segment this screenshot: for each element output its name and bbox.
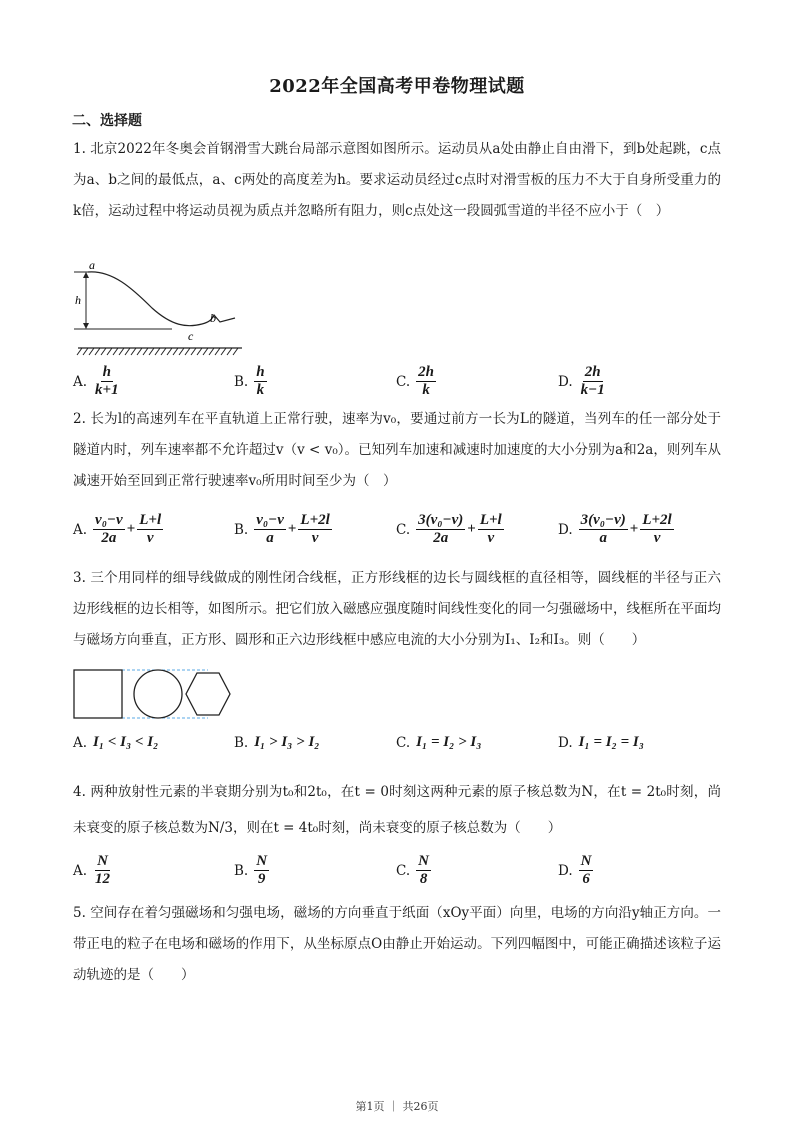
label-b: b [210,311,216,325]
q2-option-b[interactable]: B. $\frac{\text{v₀−v}}{a}$ + $\frac{L+2l}{v}$ [234,512,330,546]
q2-option-a[interactable]: A. $\frac{\text{v₀−v}}{2a}$ + $\frac{L+l}{v}$ [73,512,162,546]
question-5-text: 5. 空间存在着匀强磁场和匀强电场，磁场的方向垂直于纸面（xOy平面）向里，电场的方向沿y轴正方向。一带正电的粒子在电场和磁场的作用下，从坐标原点O由静止开始运动。下列四幅图中，可能正确描述该粒子运动轨迹的是（ ） [73,905,721,983]
square-loop [74,670,122,718]
q4-option-b[interactable]: B. $\frac{N}{9}$ [234,853,268,887]
question-2-text: 2. 长为l的高速列车在平直轨道上正常行驶，速率为v₀，要通过前方一长为L的隧道，当列车的任一部分处于隧道内时，列车速率都不允许超过v（v < v₀）。已知列车加速和减速时加速度的大小分别为a和2a，则列车从减速开始至回到正常行驶速率v₀所用时间至少为（ ） [73,411,721,489]
ski-jump-figure [72,258,248,358]
label-a: a [89,258,95,272]
q1-option-d[interactable]: D. $\frac{2h}{k-1}$ [558,364,605,398]
q4-option-a[interactable]: A. $\frac{N}{12}$ [73,853,111,887]
wire-loops-figure [72,668,234,722]
q1-option-a[interactable]: A. $\frac{h}{k+1}$ [73,364,119,398]
page-title: 2022年全国高考甲卷物理试题 [269,76,525,97]
q3-option-b[interactable]: B. I₁ > I₃ > I₂ [234,734,320,751]
q2-option-c[interactable]: C. $\frac{\text{3(v₀−v)}}{2a}$ + $\frac{L+l}{v}$ [396,512,502,546]
q1-option-b[interactable]: B. $\frac{h}{k}$ [234,364,265,398]
q3-option-c[interactable]: C. I₁ = I₂ > I₃ [396,734,482,751]
label-h: h [75,293,81,307]
question-1-text: 1. 北京2022年冬奥会首钢滑雪大跳台局部示意图如图所示。运动员从a处由静止自由滑下，到b处起跳，c点为a、b之间的最低点，a、c两处的高度差为h。要求运动员经过c点时对滑雪板的压力不大于自身所受重力的k倍，运动过程中将运动员视为质点并忽略所有阻力，则c点处这一段圆弧雪道的半径不应小于（ ） [73,141,721,219]
q3-option-a[interactable]: A. I₁ < I₃ < I₂ [73,734,159,751]
label-c: c [188,329,194,343]
question-3-text: 3. 三个用同样的细导线做成的刚性闭合线框，正方形线框的边长与圆线框的直径相等，圆线框的半径与正六边形线框的边长相等，如图所示。把它们放入磁感应强度随时间线性变化的同一匀强磁场中，线框所在平面均与磁场方向垂直，正方形、圆形和正六边形线框中感应电流的大小分别为I₁、I₂和I₃。则（ ） [73,570,721,648]
q1-option-c[interactable]: C. $\frac{2h}{k}$ [396,364,434,398]
q3-option-d[interactable]: D. I₁ = I₂ = I₃ [558,734,644,751]
circle-loop [134,670,182,718]
q4-option-d[interactable]: D. $\frac{N}{6}$ [558,853,592,887]
q2-option-d[interactable]: D. $\frac{\text{3(v₀−v)}}{a}$ + $\frac{L+2l}{v}$ [558,512,672,546]
q4-option-c[interactable]: C. $\frac{N}{8}$ [396,853,429,887]
section-heading: 二、选择题 [72,113,142,129]
page-footer: 第1页 ｜ 共26页 [355,1100,439,1113]
hexagon-loop [186,673,230,715]
question-4-text: 4. 两种放射性元素的半衰期分别为t₀和2t₀，在t = 0时刻这两种元素的原子核总数为N，在t = 2t₀时刻，尚未衰变的原子核总数为N/3，则在t = 4t₀时刻，尚未衰变的原子核总数为（ ） [73,784,721,836]
